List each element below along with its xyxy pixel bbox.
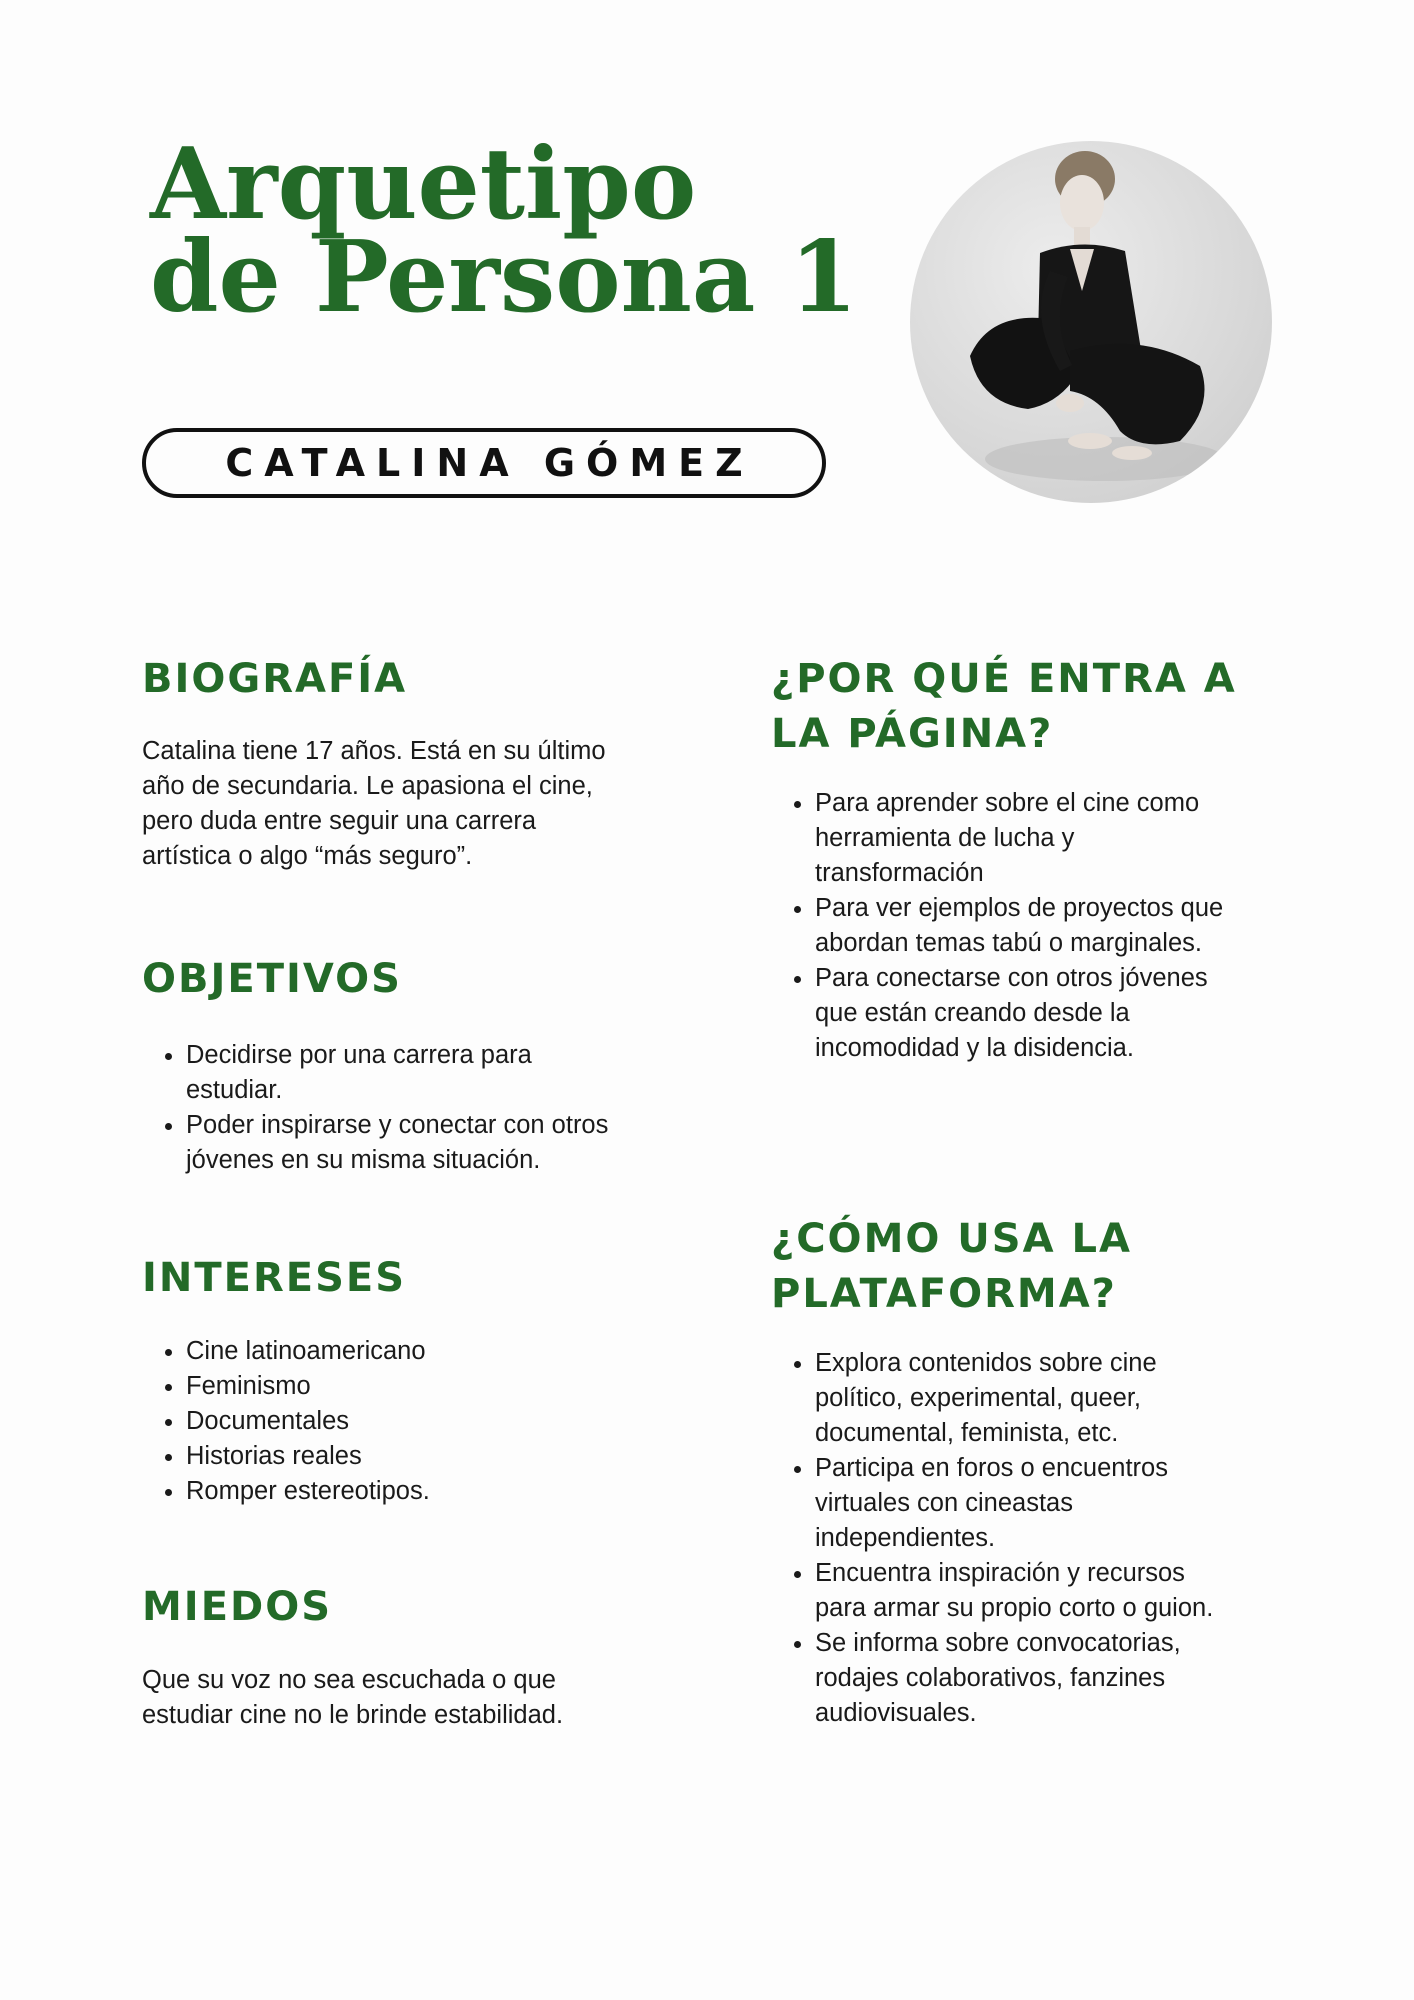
list-item: • Romper estereotipos. xyxy=(186,1474,612,1509)
por-que-list xyxy=(771,786,1241,1066)
biografia-section xyxy=(142,652,612,874)
intereses-section xyxy=(142,1251,612,1509)
persona-name: CATALINA GÓMEZ xyxy=(225,441,754,485)
biografia-heading: BIOGRAFÍA xyxy=(142,656,408,702)
list-item: • Feminismo xyxy=(186,1369,612,1404)
objetivos-section xyxy=(142,952,612,1178)
por-que-heading: ¿POR QUÉ ENTRA A LA PÁGINA? xyxy=(771,656,1237,757)
title-line-1: Arquetipo xyxy=(150,127,697,242)
persona-photo xyxy=(910,141,1272,503)
list-item: • Encuentra inspiración y recursos para armar su propio corto o guion. xyxy=(815,1556,1241,1626)
como-usa-heading: ¿CÓMO USA LA PLATAFORMA? xyxy=(771,1216,1132,1317)
list-item: • Para aprender sobre el cine como herramienta de lucha y transformación xyxy=(815,786,1241,891)
objetivos-list xyxy=(142,1038,612,1178)
list-item: • Para ver ejemplos de proyectos que abordan temas tabú o marginales. xyxy=(815,891,1241,961)
persona-name-badge xyxy=(142,428,826,498)
list-item: • Poder inspirarse y conectar con otros jóvenes en su misma situación. xyxy=(186,1108,612,1178)
miedos-section xyxy=(142,1580,612,1733)
list-item: • Se informa sobre convocatorias, rodajes colaborativos, fanzines audiovisuales. xyxy=(815,1626,1241,1731)
list-item: • Para conectarse con otros jóvenes que están creando desde la incomodidad y la disidencia. xyxy=(815,961,1241,1066)
list-item: • Decidirse por una carrera para estudiar. xyxy=(186,1038,612,1108)
list-item: • Participa en foros o encuentros virtuales con cineastas independientes. xyxy=(815,1451,1241,1556)
objetivos-heading: OBJETIVOS xyxy=(142,956,402,1002)
list-item: • Historias reales xyxy=(186,1439,612,1474)
page-title xyxy=(150,127,858,335)
biografia-text: Catalina tiene 17 años. Está en su último año de secundaria. Le apasiona el cine, pero duda entre seguir una carrera artística o algo “más seguro”. xyxy=(142,737,606,870)
miedos-heading: MIEDOS xyxy=(142,1584,333,1630)
title-line-2: de Persona 1 xyxy=(150,220,858,335)
como-usa-list xyxy=(771,1346,1241,1731)
intereses-list xyxy=(142,1334,612,1509)
list-item: • Documentales xyxy=(186,1404,612,1439)
por-que-section xyxy=(771,652,1241,1066)
list-item: • Explora contenidos sobre cine político, experimental, queer, documental, feminista, etc. xyxy=(815,1346,1241,1451)
persona-photo-figure xyxy=(910,141,1272,503)
list-item: • Cine latinoamericano xyxy=(186,1334,612,1369)
como-usa-section xyxy=(771,1212,1241,1731)
intereses-heading: INTERESES xyxy=(142,1255,407,1301)
miedos-text: Que su voz no sea escuchada o que estudiar cine no le brinde estabilidad. xyxy=(142,1666,564,1729)
